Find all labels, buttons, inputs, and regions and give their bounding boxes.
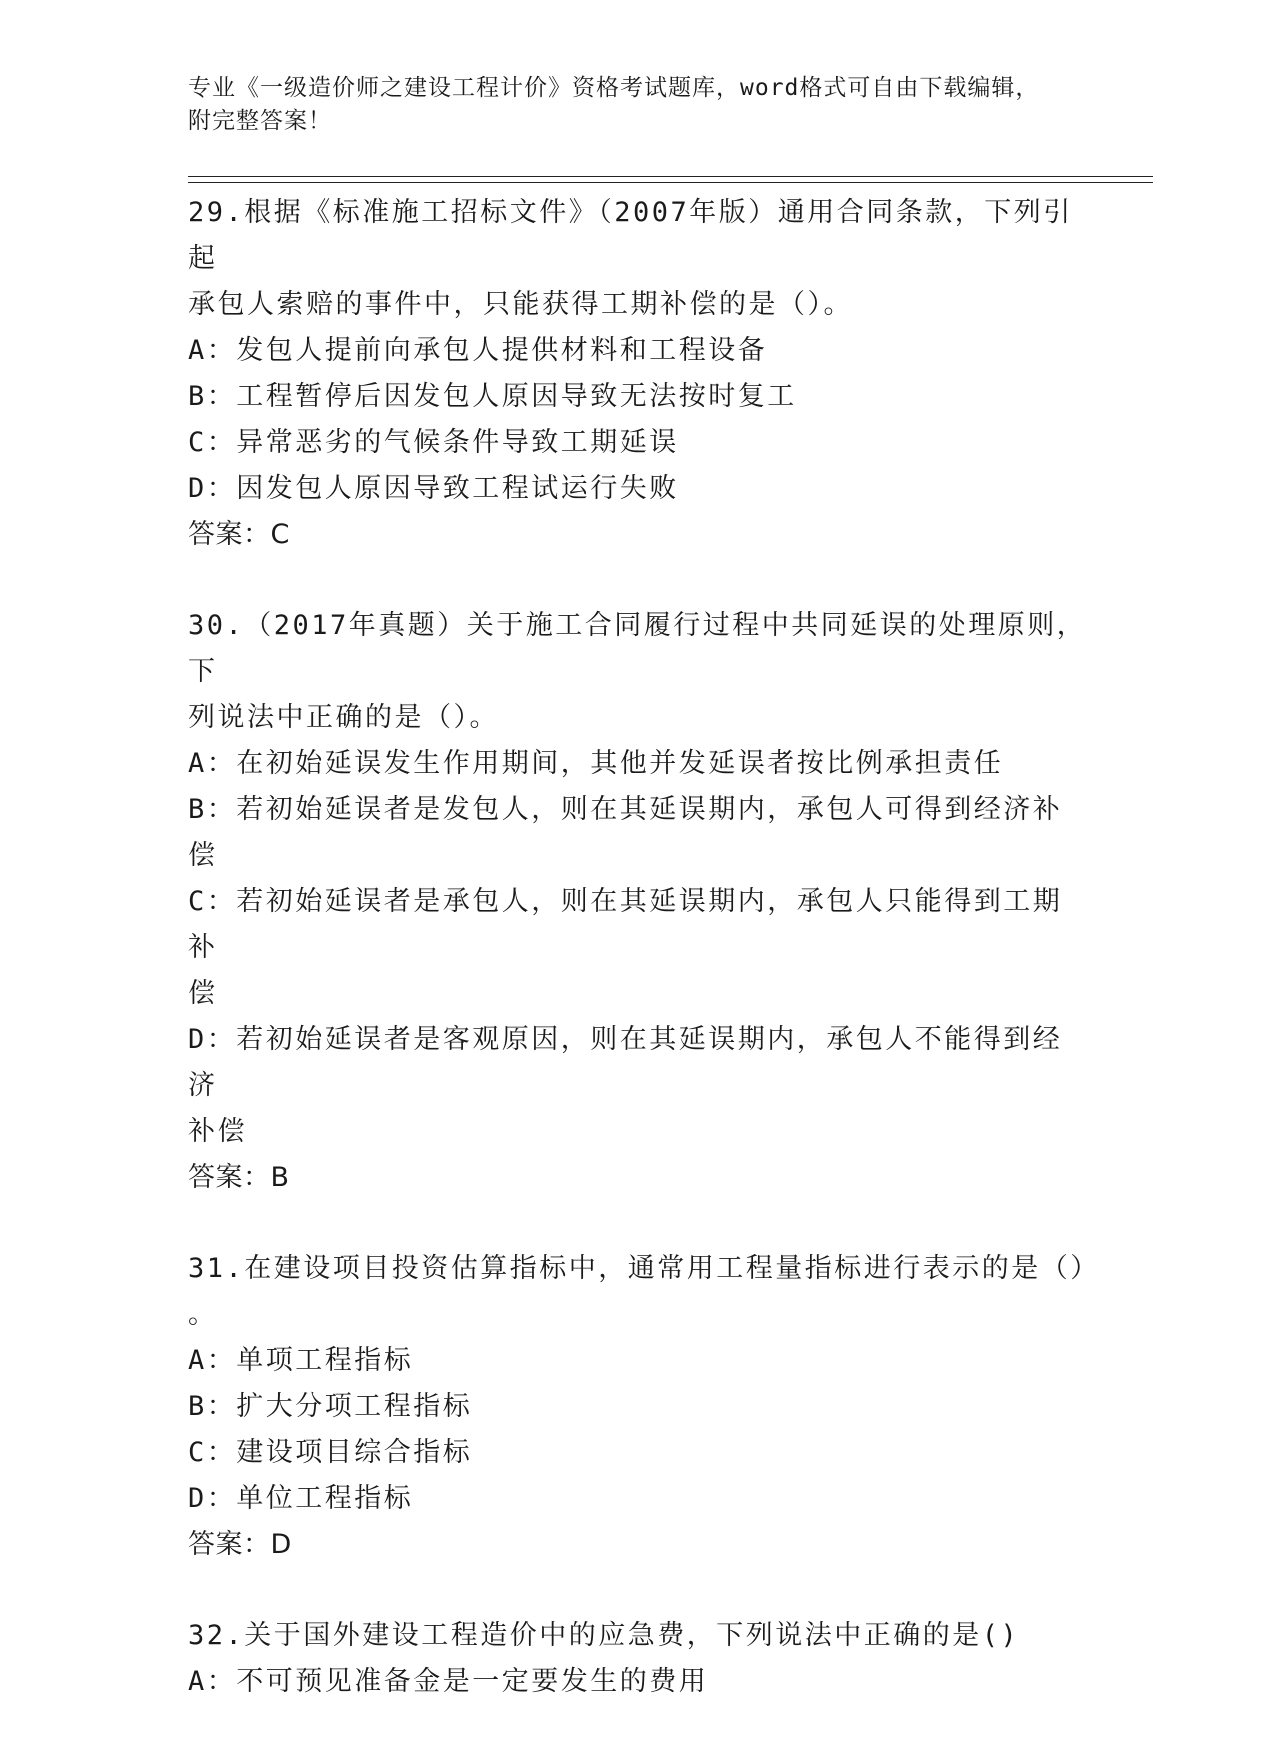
question-32: [188, 1613, 1088, 1705]
option-a: A：发包人提前向承包人提供材料和工程设备: [188, 335, 768, 366]
question-stem-line: 29.根据《标准施工招标文件》（2007年版）通用合同条款，下列引起: [188, 197, 1073, 274]
question-list: [188, 190, 1100, 1750]
question-stem-line: 32.关于国外建设工程造价中的应急费，下列说法中正确的是(): [188, 1620, 1020, 1651]
question-31: [188, 1246, 1100, 1568]
answer-label: 答案：D: [188, 1529, 292, 1560]
header-divider-bottom: [188, 182, 1153, 183]
question-stem-line: 。: [188, 1299, 218, 1330]
option-a: A：单项工程指标: [188, 1345, 414, 1376]
question-stem-line: 31.在建设项目投资估算指标中，通常用工程量指标进行表示的是（）: [188, 1253, 1100, 1284]
header-line-1: 专业《一级造价师之建设工程计价》资格考试题库，word格式可自由下载编辑，: [188, 75, 1040, 101]
option-c: C：建设项目综合指标: [188, 1437, 473, 1468]
option-a: A：在初始延误发生作用期间，其他并发延误者按比例承担责任: [188, 748, 1004, 779]
option-a: A：不可预见准备金是一定要发生的费用: [188, 1666, 709, 1697]
question-stem-line: 承包人索赔的事件中，只能获得工期补偿的是（）。: [188, 289, 853, 320]
option-d: D：因发包人原因导致工程试运行失败: [188, 473, 679, 504]
option-d-continued: 补偿: [188, 1116, 247, 1147]
option-b: B：若初始延误者是发包人，则在其延误期内，承包人可得到经济补偿: [188, 794, 1063, 871]
option-c: C：异常恶劣的气候条件导致工期延误: [188, 427, 679, 458]
question-stem-line: 30.（2017年真题）关于施工合同履行过程中共同延误的处理原则，下: [188, 610, 1087, 687]
option-b: B：工程暂停后因发包人原因导致无法按时复工: [188, 381, 797, 412]
option-d: D：单位工程指标: [188, 1483, 414, 1514]
answer-label: 答案：C: [188, 519, 290, 550]
question-29: [188, 190, 1088, 558]
option-c: C：若初始延误者是承包人，则在其延误期内，承包人只能得到工期补: [188, 886, 1063, 963]
option-d: D：若初始延误者是客观原因，则在其延误期内，承包人不能得到经济: [188, 1024, 1063, 1101]
option-c-continued: 偿: [188, 978, 218, 1009]
header-divider-top: [188, 176, 1153, 177]
question-30: [188, 603, 1088, 1201]
question-stem-line: 列说法中正确的是（）。: [188, 702, 499, 733]
document-header: [188, 72, 1088, 138]
option-b: B：扩大分项工程指标: [188, 1391, 473, 1422]
answer-label: 答案：B: [188, 1162, 290, 1193]
header-line-2: 附完整答案！: [188, 108, 332, 134]
